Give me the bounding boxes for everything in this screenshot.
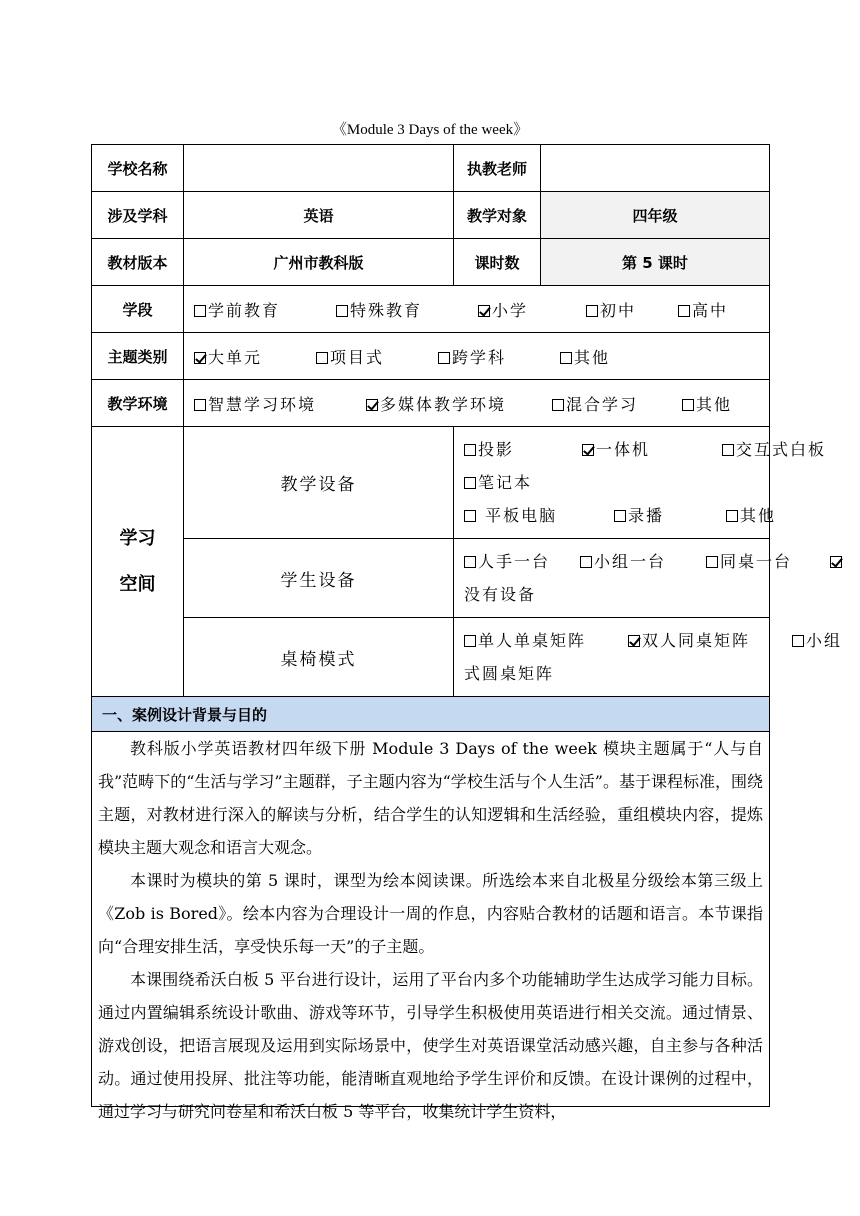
theme-label: 主题类别 <box>92 333 184 380</box>
environment-option[interactable]: 智慧学习环境 <box>194 392 366 415</box>
teacher-label: 执教老师 <box>454 145 541 192</box>
checkbox-icon[interactable] <box>582 444 594 456</box>
paragraph: 本课围绕希沃白板 5 平台进行设计，运用了平台内多个功能辅助学生达成学习能力目标。通过内置编辑系统设计歌曲、游戏等环节，引导学生积极使用英语进行相关交流。通过情景、游戏创设，把语言展现及运用到实际场景中，使学生对英语课堂活动感兴趣，自主参与各种活动。通过使用投屏、批注等功能，能清晰直观地给予学生评价和反馈。在设计课例的过程中，通过学习与研究问卷星和希沃白板 5 等平台，收集统计学生资料， <box>98 970 763 1121</box>
stage-option[interactable]: 初中 <box>586 298 678 321</box>
checkbox-icon[interactable] <box>464 444 476 456</box>
checkbox-icon[interactable] <box>628 635 640 647</box>
teaching-device-option[interactable]: 平板电脑 <box>464 499 614 532</box>
environment-option[interactable]: 其他 <box>682 392 732 415</box>
student-device-options <box>454 539 793 618</box>
stage-options <box>184 286 770 333</box>
subject-value[interactable]: 英语 <box>184 192 454 239</box>
checkbox-icon[interactable] <box>316 352 328 364</box>
checkbox-icon[interactable] <box>194 399 206 411</box>
environment-label: 教学环境 <box>92 380 184 427</box>
student-device-option-label: 没有设备 <box>464 585 537 604</box>
audience-label: 教学对象 <box>454 192 541 239</box>
theme-option[interactable]: 大单元 <box>194 345 316 368</box>
teaching-device-options <box>454 427 827 539</box>
subject-label: 涉及学科 <box>92 192 184 239</box>
checkbox-icon[interactable] <box>464 477 476 489</box>
stage-option[interactable]: 高中 <box>678 298 728 321</box>
audience-value[interactable]: 四年级 <box>541 192 770 239</box>
checkbox-icon[interactable] <box>464 556 476 568</box>
checkbox-icon[interactable] <box>726 510 738 522</box>
teaching-device-label: 教学设备 <box>184 427 454 539</box>
desk-mode-label: 桌椅模式 <box>184 618 454 697</box>
desk-mode-option-continued: 式圆桌矩阵 <box>464 664 555 683</box>
teaching-device-option[interactable]: 其他 <box>726 506 776 525</box>
student-device-option[interactable]: 人手一台 <box>464 545 580 578</box>
teaching-device-option[interactable]: 投影 <box>464 433 582 466</box>
teaching-device-option[interactable]: 一体机 <box>582 433 722 466</box>
paragraph: 本课时为模块的第 5 课时，课型为绘本阅读课。所选绘本来自北极星分级绘本第三级上《Zob is Bored》。绘本内容为合理设计一周的作息，内容贴合教材的话题和语言。本节课指向“合理安排生活，享受快乐每一天”的子主题。 <box>98 871 763 956</box>
stage-label: 学段 <box>92 286 184 333</box>
desk-mode-option[interactable]: 小组 <box>792 631 842 650</box>
environment-options <box>184 380 770 427</box>
checkbox-icon[interactable] <box>722 444 734 456</box>
checkbox-icon[interactable] <box>560 352 572 364</box>
checkbox-icon[interactable] <box>194 305 206 317</box>
lesson-info-table <box>91 144 843 1121</box>
checkbox-icon[interactable] <box>194 352 206 364</box>
checkbox-icon[interactable] <box>478 305 490 317</box>
checkbox-icon[interactable] <box>706 556 718 568</box>
student-device-option[interactable]: 同桌一台 <box>706 545 830 578</box>
environment-option[interactable]: 混合学习 <box>552 392 682 415</box>
checkbox-icon[interactable] <box>580 556 592 568</box>
checkbox-icon[interactable] <box>552 399 564 411</box>
theme-options <box>184 333 770 380</box>
stage-option[interactable]: 特殊教育 <box>336 298 478 321</box>
paragraph: 教科版小学英语教材四年级下册 Module 3 Days of the week 模块主题属于“人与自我”范畴下的“生活与学习”主题群，子主题内容为“学校生活与个人生活”。基于课程标准，围绕主题，对教材进行深入的解读与分析，结合学生的认知逻辑和生活经验，重组模块内容，提炼模块主题大观念和语言大观念。 <box>98 739 763 857</box>
section-heading: 一、案例设计背景与目的 <box>92 697 770 732</box>
checkbox-icon[interactable] <box>366 399 378 411</box>
desk-mode-option[interactable]: 单人单桌矩阵 <box>464 624 628 657</box>
desk-mode-options <box>454 618 843 697</box>
teaching-device-option[interactable]: 笔记本 <box>464 473 532 492</box>
stage-option[interactable]: 小学 <box>478 298 586 321</box>
edition-label: 教材版本 <box>92 239 184 286</box>
checkbox-icon[interactable] <box>614 510 626 522</box>
environment-option[interactable]: 多媒体教学环境 <box>366 392 552 415</box>
school-label: 学校名称 <box>92 145 184 192</box>
checkbox-icon[interactable] <box>464 510 476 522</box>
theme-option[interactable]: 项目式 <box>316 345 438 368</box>
desk-mode-option[interactable]: 双人同桌矩阵 <box>628 624 792 657</box>
school-value[interactable] <box>184 145 454 192</box>
checkbox-icon[interactable] <box>464 635 476 647</box>
checkbox-icon[interactable] <box>438 352 450 364</box>
theme-option[interactable]: 其他 <box>560 345 610 368</box>
stage-option[interactable]: 学前教育 <box>194 298 336 321</box>
lesson-label: 课时数 <box>454 239 541 286</box>
student-device-option[interactable] <box>830 552 844 571</box>
lesson-value[interactable]: 第 5 课时 <box>541 239 770 286</box>
student-device-option[interactable]: 小组一台 <box>580 545 706 578</box>
learning-space-label: 学习 空间 <box>92 427 184 697</box>
section-body <box>92 732 770 1121</box>
checkbox-icon[interactable] <box>792 635 804 647</box>
checkbox-icon[interactable] <box>830 556 842 568</box>
checkbox-icon[interactable] <box>586 305 598 317</box>
teacher-value[interactable] <box>541 145 770 192</box>
document-title: 《Module 3 Days of the week》 <box>331 122 529 138</box>
checkbox-icon[interactable] <box>682 399 694 411</box>
theme-option[interactable]: 跨学科 <box>438 345 560 368</box>
checkbox-icon[interactable] <box>336 305 348 317</box>
edition-value[interactable]: 广州市教科版 <box>184 239 454 286</box>
checkbox-icon[interactable] <box>678 305 690 317</box>
teaching-device-option[interactable]: 录播 <box>614 499 726 532</box>
student-device-label: 学生设备 <box>184 539 454 618</box>
teaching-device-option[interactable]: 交互式白板 <box>722 440 826 459</box>
